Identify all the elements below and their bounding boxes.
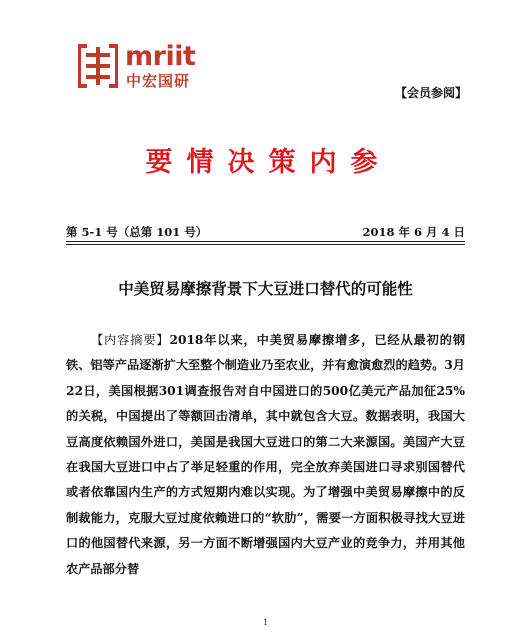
logo-chinese-name: 中宏国研 — [126, 72, 191, 90]
member-tag: 【会员参阅】 — [394, 86, 467, 100]
abstract-label: 【内容摘要】 — [91, 333, 170, 347]
page-number: 1 — [262, 618, 269, 627]
header-divider-bottom — [66, 244, 465, 245]
mriit-logo-mark-icon — [78, 44, 118, 88]
mriit-logo — [78, 41, 228, 90]
header-divider-top — [66, 241, 465, 242]
abstract-paragraph — [66, 328, 465, 582]
logo-wordmark: mriit — [125, 41, 196, 72]
issue-date: 2018 年 6 月 4 日 — [362, 225, 465, 239]
page-title: 要情决策内参 — [145, 147, 392, 178]
issue-number: 第 5-1 号（总第 101 号） — [66, 225, 208, 239]
abstract-text: 2018年以来，中美贸易摩擦增多，已经从最初的钢铁、铝等产品逐渐扩大至整个制造业乃至农业，并有愈演愈烈的趋势。3月22日，美国根据301调查报告对自中国进口的500亿美元产品加征25%的关税，中国提出了等额回击清单，其中就包含大豆。数据表明，我国大豆高度依赖国外进口，美国是我国大豆进口的第二大来源国。美国产大豆在我国大豆进口中占了举足轻重的作用，完全放弃美国进口寻求别国替代或者依靠国内生产的方式短期内难以实现。为了增强中美贸易摩擦中的反制裁能力，克服大豆过度依赖进口的“软肋”，需要一方面积极寻找大豆进口的他国替代来源，另一方面不断增强国内大豆产业的竞争力，并用其他农产品部分替 — [66, 333, 466, 576]
article-headline: 中美贸易摩擦背景下大豆进口替代的可能性 — [118, 280, 413, 298]
